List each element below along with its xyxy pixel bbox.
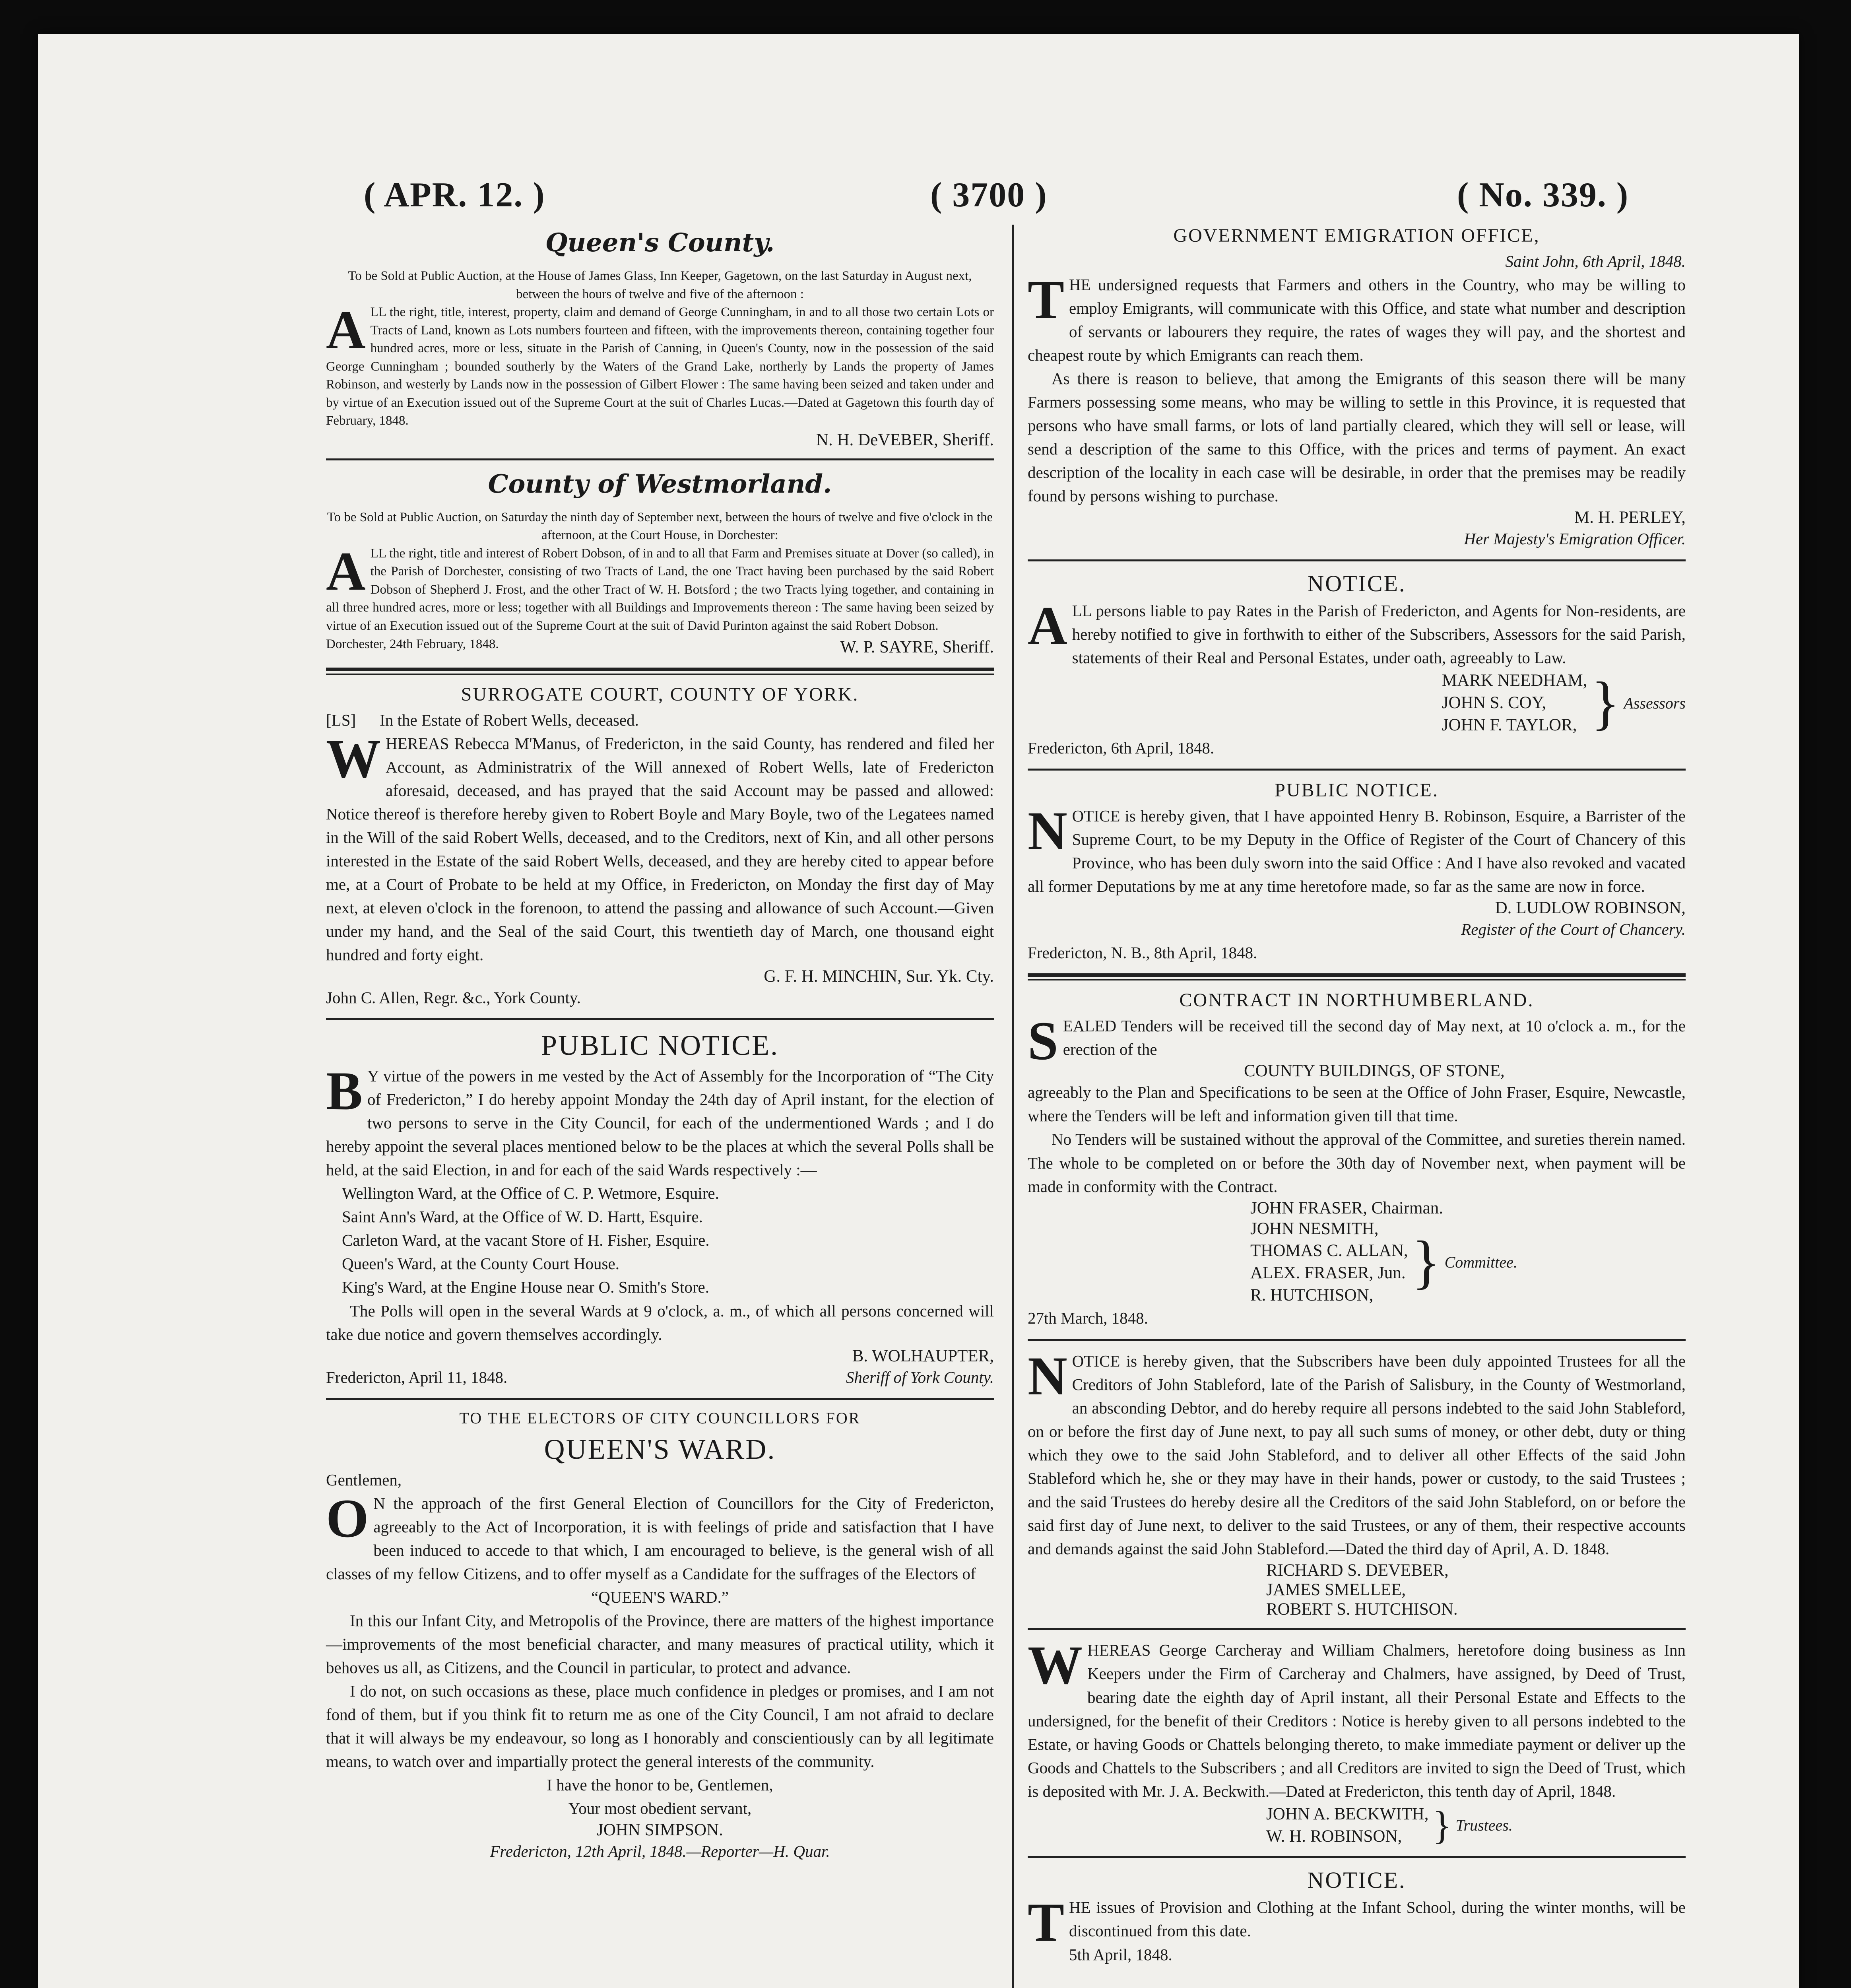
notice-body: OTICE is hereby given, that the Subscribers have been duly appointed Trustees for all the Creditors of John Stableford, late of the Parish of Salisbury, in the County of Westmorland, an absconding Debtor, and do hereby require all persons indebted to the said John Stableford, on or before the first day of June next, to pay all such sums of money, or other debt, duty or thing which they owe to the said John Stableford, and to deliver all other Effects of the said John Stableford which he, she or they may have in their hands, power or custody, to the said Trustees ; and the said Trustees do hereby desire all the Creditors of the said John Stableford, on or before the said first day of June next, to deliver to the said Trustees, or any of them, their respective accounts and demands against the said John Stableford.—Dated the third day of April, A. D. 1848. — [1028, 1352, 1686, 1558]
notice-body: HEREAS Rebecca M'Manus, of Fredericton, in the said County, has rendered and filed her Account, as Administratrix of the Will annexed of Robert Wells, late of Fredericton aforesaid, deceased, and has prayed that the said Account may be passed and allowed: Notice thereof is therefore hereby given to Robert Boyle and Mary Boyle, two of the Legatees named in the Will of the said Robert Wells, deceased, and to the Creditors, next of Kin, and all other persons interested in the Estate of the said Robert Wells, deceased, and they are hereby cited to appear before me, at a Court of Probate to be held at my Office, in Fredericton, on Monday the first day of May next, at eleven o'clock in the forenoon, to attend the passing and allowance of such Account.—Given under my hand, and the Seal of the said Court, this twentieth day of March, one thousand eight hundred and forty eight. — [326, 734, 994, 964]
seal-mark: [LS] — [326, 711, 356, 729]
drop-cap: N — [1028, 1345, 1067, 1407]
signature: G. F. H. MINCHIN, Sur. Yk. Cty. — [764, 967, 994, 986]
closing: I have the honor to be, Gentlemen, — [547, 1776, 773, 1794]
signature: D. LUDLOW ROBINSON, — [1495, 899, 1686, 918]
divider — [1028, 1856, 1686, 1858]
list-item: Queen's Ward, at the County Court House. — [342, 1254, 619, 1273]
paragraph: I do not, on such occasions as these, place much confidence in pledges or promises, and I am not fond of them, but if you think fit to return me as one of the City Council, I am not afraid to declare that it will always be my endeavour, so long as I honorably and conscientiously can by all legitimate means, to watch over and impartially protect the general interests of the community. — [326, 1681, 994, 1771]
queens-county-notice — [326, 228, 994, 450]
section-subtitle: QUEEN'S WARD. — [544, 1433, 776, 1465]
notice-date: Fredericton, 12th April, 1848.—Reporter—H. Quar. — [490, 1842, 830, 1861]
notice-body: OTICE is hereby given, that I have appointed Henry B. Robinson, Esquire, a Barrister of the Supreme Court, to be my Deputy in the Office of Register of the Court of Chancery of this Province, who has been duly sworn into the said Office : And I have also revoked and vacated all former Deputations by me at any time heretofore made, so far as the same are now in force. — [1028, 807, 1686, 896]
signature-title: Register of the Court of Chancery. — [1461, 920, 1686, 939]
divider — [1028, 1628, 1686, 1630]
brace-mark: } — [1412, 1229, 1441, 1295]
northumberland-contract — [1028, 989, 1686, 1330]
brace-mark: } — [1591, 670, 1620, 736]
paragraph: N the approach of the first General Election of Councillors for the City of Fredericton, agreeably to the Act of Incorporation, it is with feelings of pride and satisfaction that I have been induced to accede to that which, I am encouraged to believe, is the general wish of all classes of my fellow Citizens, and to offer myself as a Candidate for the suffrages of the Electors of — [326, 1494, 994, 1583]
notice-body: LL the right, title and interest of Robert Dobson, of in and to all that Farm and Premises situate at Dover (so called), in the Parish of Dorchester, consisting of two Tracts of Land, the one Tract having been purchased by the said Robert Dobson of Shepherd J. Frost, and the other Tract of W. H. Botsford ; the two Tracts lying together, and containing in all three hundred acres, more or less; together with all Buildings and Improvements thereon : The same having been seized by virtue of an Execution issued out of the Supreme Court at the suit of David Purinton against the said Robert Dobson. — [326, 546, 994, 633]
sale-intro: To be Sold at Public Auction, at the House of James Glass, Inn Keeper, Gagetown, on the last Saturday in August next, between the hours of twelve and five of the afternoon : — [348, 269, 972, 301]
name: R. HUTCHISON, — [1250, 1286, 1374, 1305]
signature: M. H. PERLEY, — [1574, 508, 1686, 527]
notice-date: Saint John, 6th April, 1848. — [1505, 252, 1686, 270]
divider — [1028, 769, 1686, 771]
sale-intro: To be Sold at Public Auction, on Saturday the ninth day of September next, between the hours of twelve and five o'clock in the afternoon, at the Court House, in Dorchester: — [327, 510, 993, 543]
list-item: Saint Ann's Ward, at the Office of W. D. Hartt, Esquire. — [342, 1208, 703, 1226]
notice-date: 5th April, 1848. — [1069, 1945, 1172, 1964]
signature: N. H. DeVEBER, Sheriff. — [816, 430, 994, 449]
drop-cap: T — [1028, 1892, 1065, 1953]
trustee-names — [1028, 1561, 1686, 1619]
drop-cap: A — [326, 540, 366, 602]
surrogate-court-notice — [326, 683, 994, 1010]
signature: JOHN SIMPSON. — [597, 1821, 723, 1840]
list-item: Wellington Ward, at the Office of C. P. Wetmore, Esquire. — [342, 1184, 719, 1203]
group-label: Committee. — [1444, 1253, 1517, 1271]
notice-date: 27th March, 1848. — [1028, 1309, 1148, 1328]
name: JOHN S. COY, — [1442, 693, 1546, 712]
name: MARK NEEDHAM, — [1442, 671, 1587, 690]
ward-list — [326, 1182, 994, 1299]
committee-names — [1028, 1218, 1686, 1307]
name: ROBERT S. HUTCHISON. — [1266, 1600, 1458, 1619]
column-divider — [1012, 225, 1014, 1988]
notice-date: Dorchester, 24th February, 1848. — [326, 637, 499, 651]
paragraph: HE undersigned requests that Farmers and others in the Country, who may be willing to employ Emigrants, will communicate with this Office, and state what number and description of servants or labourers they require, the rates of wages they will pay, and the shortest and cheapest route by which Emigrants can reach them. — [1028, 276, 1686, 365]
divider — [326, 1018, 994, 1020]
signature: B. WOLHAUPTER, — [852, 1346, 994, 1365]
double-divider — [1028, 973, 1686, 980]
name: RICHARD S. DEVEBER, — [1266, 1561, 1449, 1580]
divider — [1028, 1339, 1686, 1341]
notice-body: LL the right, title, interest, property, claim and demand of George Cunningham, in and to all those two certain Lots or Tracts of Land, known as Lots numbers fourteen and fifteen, with the improvements thereon, containing together four hundred acres, more or less, situate in the Parish of Canning, in Queen's County, now in the possession of the said George Cunningham ; bounded southerly by the Waters of the Grand Lake, northerly by Lands the property of James Robinson, and westerly by Lands now in the possession of Gilbert Flower : The same having been seized and taken under and by virtue of an Execution issued out of the Supreme Court at the suit of Charles Lucas.—Dated at Gagetown this fourth day of February, 1848. — [326, 305, 994, 428]
westmorland-notice — [326, 469, 994, 659]
drop-cap: B — [326, 1060, 363, 1122]
assessor-names — [1028, 670, 1686, 736]
drop-cap: O — [326, 1487, 369, 1549]
section-title: County of Westmorland. — [488, 469, 832, 499]
section-title: PUBLIC NOTICE. — [541, 1029, 779, 1062]
section-title: Queen's County. — [545, 228, 775, 258]
section-title: TO THE ELECTORS OF CITY COUNCILLORS FOR — [459, 1409, 861, 1427]
divider — [326, 458, 994, 460]
salutation: Gentlemen, — [326, 1470, 402, 1489]
notice-body: HE issues of Provision and Clothing at the Infant School, during the winter months, will be discontinued from this date. — [1069, 1898, 1686, 1940]
ward-name: “QUEEN'S WARD.” — [591, 1588, 729, 1606]
name: THOMAS C. ALLAN, — [1250, 1241, 1408, 1260]
header-date: ( APR. 12. ) — [364, 176, 545, 214]
double-divider — [326, 668, 994, 675]
section-title: PUBLIC NOTICE. — [1275, 780, 1439, 801]
right-column — [1028, 225, 1686, 1967]
drop-cap: W — [1028, 1635, 1083, 1696]
chancery-public-notice — [1028, 779, 1686, 965]
signature-title: Her Majesty's Emigration Officer. — [1464, 530, 1686, 548]
section-title: NOTICE. — [1307, 1867, 1406, 1893]
notice-body: Y virtue of the powers in me vested by the Act of Assembly for the Incorporation of “The City of Fredericton,” I do hereby appoint Monday the 24th day of April instant, for the election of two persons to serve in the City Council, for each of the undermentioned Wards ; and I do hereby appoint the several places mentioned below to be the places at which the several Polls shall be held, at the said Election, in and for each of the said Wards respectively :— — [326, 1067, 994, 1179]
section-title: SURROGATE COURT, COUNTY OF YORK. — [461, 683, 859, 705]
divider — [326, 1398, 994, 1400]
header-issue-number: ( No. 339. ) — [1457, 176, 1629, 214]
estate-line: In the Estate of Robert Wells, deceased. — [380, 711, 639, 729]
drop-cap: A — [326, 299, 366, 361]
group-label: Assessors — [1624, 694, 1686, 712]
section-title: CONTRACT IN NORTHUMBERLAND. — [1179, 990, 1534, 1011]
signature: W. P. SAYRE, Sheriff. — [840, 637, 994, 656]
public-notice-wards — [326, 1029, 994, 1389]
polls-text: The Polls will open in the several Wards at 9 o'clock, a. m., of which all persons concerned will take due notice and govern themselves accordingly. — [326, 1301, 994, 1343]
signature-title: Sheriff of York County. — [846, 1368, 994, 1386]
assessors-notice — [1028, 570, 1686, 760]
notice-body: HEREAS George Carcheray and William Chalmers, heretofore doing business as Inn Keepers under the Firm of Carcheray and Chalmers, have assigned, by Deed of Trust, bearing date the eighth day of April instant, all their Personal Estate and Effects to the undersigned, for the benefit of their Creditors : Notice is hereby given to all persons indebted to the Estate, or having Goods or Chattels belonging thereto, to make immediate payment or deliver up the Goods and Chattels to the Subscribers ; and all Creditors are invited to sign the Deed of Trust, which is deposited with Mr. J. A. Beckwith.—Dated at Fredericton, this tenth day of April, 1848. — [1028, 1641, 1686, 1800]
name: JAMES SMELLEE, — [1266, 1580, 1406, 1600]
section-title: GOVERNMENT EMIGRATION OFFICE, — [1173, 225, 1540, 246]
notice-date: Fredericton, April 11, 1848. — [326, 1368, 508, 1386]
drop-cap: A — [1028, 595, 1067, 656]
header-page-number: ( 3700 ) — [930, 176, 1048, 214]
buildings-heading: COUNTY BUILDINGS, OF STONE, — [1244, 1062, 1505, 1081]
trustee-names — [1028, 1803, 1686, 1848]
paragraph: No Tenders will be sustained without the approval of the Committee, and sureties therein named. The whole to be completed on or before the 30th day of November next, when payment will be made in conformity with the Contract. — [1028, 1130, 1686, 1196]
name: JOHN F. TAYLOR, — [1442, 716, 1577, 735]
paragraph: As there is reason to believe, that among the Emigrants of this season there will be many Farmers possessing some means, who may be willing to settle in this Province, it is requested that persons who have small farms, or lots of land partially cleared, which they will sell or lease, will send a description of the same to this Office, with the prices and terms of payment. An exact description of the locality in each case will be desirable, in order that the premises may be readily found by persons wishing to purchase. — [1028, 369, 1686, 505]
electors-address — [326, 1409, 994, 1864]
name: JOHN A. BECKWITH, — [1266, 1804, 1429, 1823]
carcheray-trust-notice — [1028, 1635, 1686, 1847]
registrar-line: John C. Allen, Regr. &c., York County. — [326, 988, 581, 1007]
name: ALEX. FRASER, Jun. — [1250, 1264, 1406, 1283]
paragraph: EALED Tenders will be received till the second day of May next, at 10 o'clock a. m., for the erection of the — [1063, 1017, 1686, 1059]
brace-mark: } — [1432, 1803, 1452, 1847]
notice-body: LL persons liable to pay Rates in the Parish of Fredericton, and Agents for Non-residents, are hereby notified to give in forthwith to either of the Subscribers, Assessors for the said Parish, statements of their Real and Personal Estates, under oath, agreeably to Law. — [1072, 602, 1686, 667]
section-title: NOTICE. — [1307, 571, 1406, 597]
name: JOHN NESMITH, — [1250, 1219, 1379, 1238]
list-item: King's Ward, at the Engine House near O. Smith's Store. — [342, 1278, 709, 1297]
paragraph: agreeably to the Plan and Specifications to be seen at the Office of John Fraser, Esquire, Newcastle, where the Tenders will be left and information given till that time. — [1028, 1083, 1686, 1125]
drop-cap: W — [326, 728, 381, 789]
list-item: Carleton Ward, at the vacant Store of H. Fisher, Esquire. — [342, 1231, 710, 1250]
left-column — [326, 225, 994, 1863]
drop-cap: S — [1028, 1010, 1058, 1072]
infant-school-notice — [1028, 1867, 1686, 1966]
closing: Your most obedient servant, — [568, 1799, 752, 1818]
paragraph: In this our Infant City, and Metropolis of the Province, there are matters of the highest importance—improvements of the most beneficial character, and many measures of practical utility, which it behoves us all, as Citizens, and the Council in particular, to protect and advance. — [326, 1611, 994, 1677]
group-label: Trustees. — [1455, 1816, 1513, 1835]
emigration-office-notice — [1028, 225, 1686, 551]
divider — [1028, 559, 1686, 561]
drop-cap: T — [1028, 269, 1065, 330]
notice-date: Fredericton, N. B., 8th April, 1848. — [1028, 944, 1257, 962]
drop-cap: N — [1028, 800, 1067, 862]
chairman-signature: JOHN FRASER, Chairman. — [1250, 1198, 1443, 1217]
stableford-trustees-notice — [1028, 1345, 1686, 1619]
notice-date: Fredericton, 6th April, 1848. — [1028, 739, 1215, 757]
name: W. H. ROBINSON, — [1266, 1827, 1402, 1846]
